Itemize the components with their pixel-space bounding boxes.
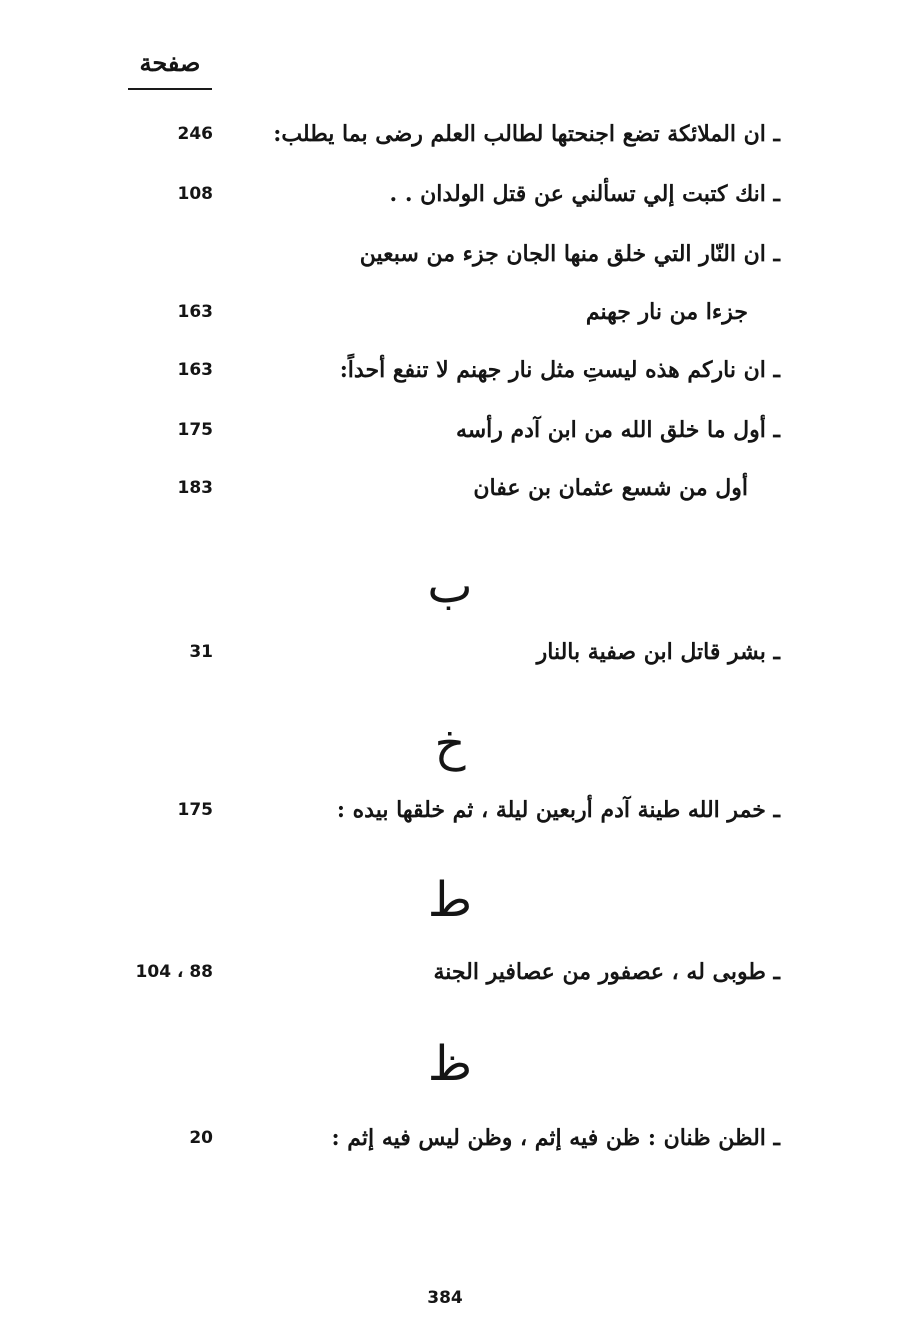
index-entry [120,174,780,214]
entry-page-number: 163 [177,360,213,380]
index-entry [120,1118,780,1158]
entry-text: ـ خمر الله طينة آدم أربعين ليلة ، ثم خلقها بيده : [336,797,780,823]
entry-page-number: 20 [189,1128,213,1148]
entry-page-number: 183 [177,478,213,498]
index-entry [120,114,780,154]
entry-text: جزءا من نار جهنم [585,299,748,325]
entry-text: ـ أول ما خلق الله من ابن آدم رأسه [455,417,780,443]
entry-text: ـ الظن ظنان : ظن فيه إثم ، وظن ليس فيه إثم : [331,1125,780,1151]
page-column-label: صفحة [139,48,201,77]
entry-text: ـ انك كتبت إلي تسألني عن قتل الولدان . . [389,181,780,207]
entry-text: ـ ان ناركم هذه ليستِ مثل نار جهنم لا تنفع أحداً: [339,357,780,383]
entry-page-number: 108 [177,184,213,204]
entry-text: أول من شسع عثمان بن عفان [473,475,748,501]
entry-text: ـ ان النّار التي خلق منها الجان جزء من سبعين [359,241,780,267]
entry-text: ـ بشر قاتل ابن صفية بالنار [536,639,780,665]
entry-page-number: 175 [177,800,213,820]
header-underline [128,88,212,90]
entry-page-number: 163 [177,302,213,322]
entry-page-number: 175 [177,420,213,440]
index-entry [120,234,780,274]
entry-page-number: 104 ، 88 [135,962,213,982]
section-letter-ba: ب [427,558,473,614]
entry-text: ـ ان الملائكة تضع اجنحتها لطالب العلم رضى بما يطلب: [273,121,780,147]
index-entry-continuation [120,468,780,508]
index-entry [120,952,780,992]
section-letter-ta: ط [427,872,473,928]
section-letter-kha: خ [434,716,466,772]
entry-text: ـ طوبى له ، عصفور من عصافير الجنة [433,959,780,985]
entry-page-number: 31 [189,642,213,662]
index-entry [120,350,780,390]
index-entry [120,632,780,672]
entry-page-number: 246 [177,124,213,144]
page-number: 384 [427,1288,463,1308]
index-entry [120,410,780,450]
index-entry [120,790,780,830]
index-entry-continuation [120,292,780,332]
page-column-header [128,48,212,78]
section-letter-za: ظ [427,1036,473,1092]
